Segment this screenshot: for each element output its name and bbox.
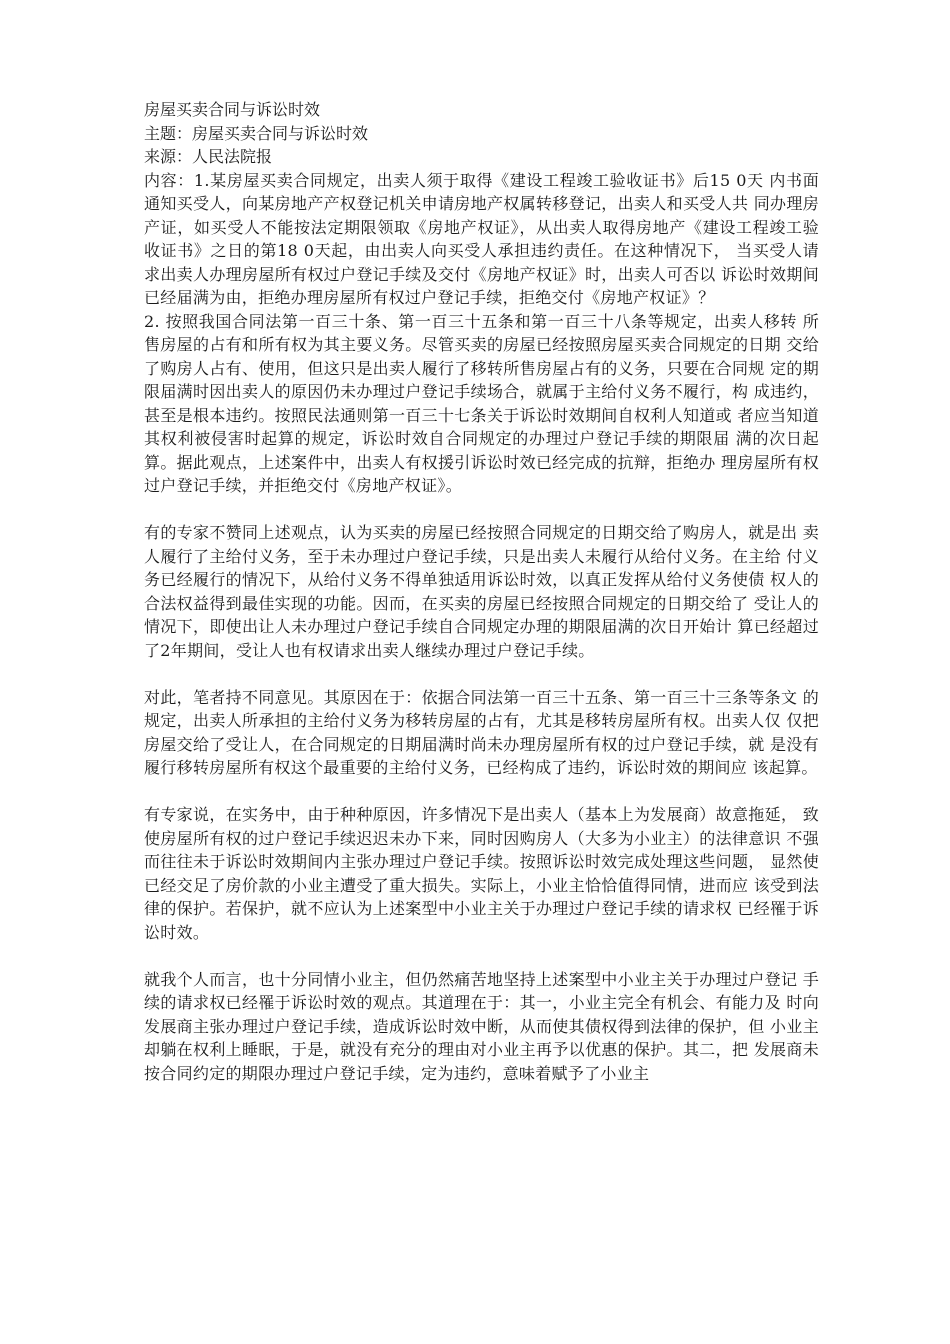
- paragraph-gap: [144, 498, 819, 522]
- document-title: 房屋买卖合同与诉讼时效: [144, 100, 321, 119]
- paragraph-gap: [144, 944, 819, 968]
- document-page: [144, 98, 819, 1085]
- paragraph-gap: [144, 780, 819, 804]
- paragraph-practice: 有专家说，在实务中，由于种种原因，许多情况下是出卖人（基本上为发展商）故意拖延， 致使房屋所有权的过户登记手续迟迟未办下来，同时因购房人（大多为小业主）的法律意识 不强而往往未于诉讼时效期间内主张办理过户登记手续。按照诉讼时效完成处理这些问题， 显然使已经交足了房价款的小业主遭受了重大损失。实际上，小业主恰恰值得同情，进而应 该受到法律的保护。若保护，就不应认为上述案型中小业主关于办理过户登记手续的请求权 已经罹于诉讼时效。: [144, 805, 819, 942]
- paragraph-personal: 就我个人而言，也十分同情小业主，但仍然痛苦地坚持上述案型中小业主关于办理过户登记 手续的请求权已经罹于诉讼时效的观点。其道理在于：其一，小业主完全有机会、有能力及 时向发展商主张办理过户登记手续，造成诉讼时效中断，从而使其债权得到法律的保护，但 小业主却躺在权利上睡眠，于是，就没有充分的理由对小业主再予以优惠的保护。其二，把 发展商未按合同约定的期限办理过户登记手续，定为违约，意味着赋予了小业主: [144, 969, 819, 1083]
- document-subject: 主题：房屋买卖合同与诉讼时效: [144, 123, 369, 143]
- paragraph-answer: 2. 按照我国合同法第一百三十条、第一百三十五条和第一百三十八条等规定，出卖人移转 所售房屋的占有和所有权为其主要义务。尽管买卖的房屋已经按照房屋买卖合同规定的日期 交给了购房人占有、使用，但这只是出卖人履行了移转所售房屋占有的义务，只要在合同规 定的期限届满时因出卖人的原因仍未办理过户登记手续场合，就属于主给付义务不履行，构 成违约，甚至是根本违约。按照民法通则第一百三十七条关于诉讼时效期间自权利人知道或 者应当知道其权利被侵害时起算的规定，诉讼时效自合同规定的办理过户登记手续的期限届 满的次日起算。据此观点，上述案件中，出卖人有权援引诉讼时效已经完成的抗辩，拒绝办 理房屋所有权过户登记手续，并拒绝交付《房地产权证》。: [144, 311, 819, 495]
- paragraph-expert-view: 有的专家不赞同上述观点，认为买卖的房屋已经按照合同规定的日期交给了购房人，就是出 卖人履行了主给付义务，至于未办理过户登记手续，只是出卖人未履行从给付义务。在主给 付义务已经履行的情况下，从给付义务不得单独适用诉讼时效，以真正发挥从给付义务使债 权人的合法权益得到最佳实现的功能。因而，在买卖的房屋已经按照合同规定的日期交给了 受让人的情况下，即使出让人未办理过户登记手续自合同规定办理的期限届满的次日开始计 算已经超过了2年期间，受让人也有权请求出卖人继续办理过户登记手续。: [144, 523, 819, 660]
- document-source: 来源：人民法院报: [144, 147, 273, 166]
- paragraph-gap: [144, 662, 819, 686]
- paragraph-author-view: 对此，笔者持不同意见。其原因在于：依据合同法第一百三十五条、第一百三十三条等条文 的规定，出卖人所承担的主给付义务为移转房屋的占有，尤其是移转房屋所有权。出卖人仅 仅把房屋交给了受让人，在合同规定的日期届满时尚未办理房屋所有权的过户登记手续，就 是没有履行移转房屋所有权这个最重要的主给付义务，已经构成了违约，诉讼时效的期间应 该起算。: [144, 687, 819, 777]
- paragraph-content: 内容：1.某房屋买卖合同规定，出卖人须于取得《建设工程竣工验收证书》后15 0天 内书面通知买受人，向某房地产产权登记机关申请房地产权属转移登记，出卖人和买受人共 同办理房产证，如买受人不能按法定期限领取《房地产权证》，从出卖人取得房地产《建设工程竣工验收证书》之日的第18 0天起，由出卖人向买受人承担违约责任。在这种情况下， 当买受人请求出卖人办理房屋所有权过户登记手续及交付《房地产权证》时，出卖人可否以 诉讼时效期间已经届满为由，拒绝办理房屋所有权过户登记手续，拒绝交付《房地产权证》？: [144, 170, 819, 307]
